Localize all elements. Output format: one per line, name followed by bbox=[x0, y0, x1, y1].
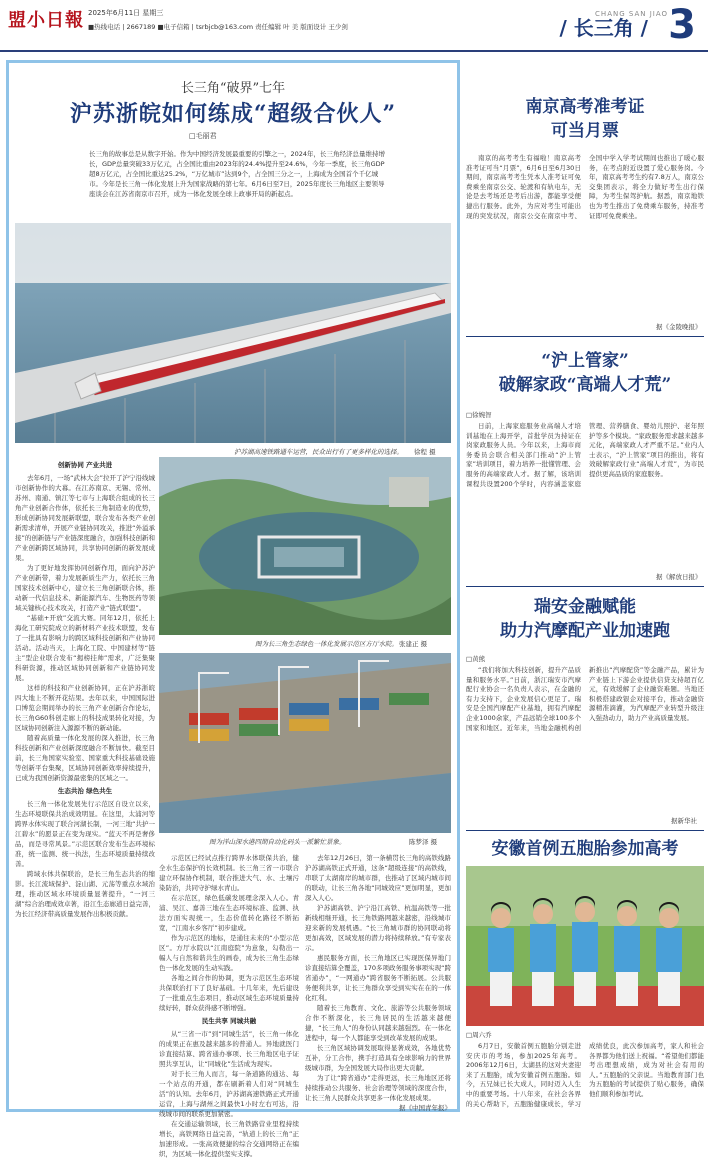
section-subhead: 民生共享 同城共融 bbox=[201, 1017, 257, 1025]
paragraph: 跨域水体共保联治，是长三角生态共治的缩影。长江流域保护、淀山湖、元荡等重点水域治理，推动区域水环境质量显著提升，“一河三湖”综合治理成效卓著，沿江生态廊道日益完善，为长江经济带高质量发展作出积极贡献。 bbox=[15, 870, 155, 918]
train-photo-credit: 徐程 摄 bbox=[414, 448, 436, 456]
water-courtyard-credit: 张建正 摄 bbox=[399, 640, 428, 648]
contact-info: ■热线电话 | 2667189 ■电子信箱 | tsrbjcb@163.com 责任编辑 叶 美 版面设计 王少剑 bbox=[88, 23, 348, 31]
article-2-author: □徐婉智 bbox=[466, 411, 492, 419]
paragraph: 去年12月26日，第一条横贯长三角的高铁线路沪苏湖高铁正式开通，这条“超级连接”的高铁线，串联了太湖南岸的城市群，也推动了区域内城市间的联动，让长三角各地“同城效应”更加明显，更加深入人心。 bbox=[305, 854, 451, 902]
article-3-title-line-1: 瑞安金融赋能 bbox=[534, 597, 636, 617]
paragraph: 沪苏湖高铁、沪宁沿江高铁、杭温高铁等一批新线相继开通，长三角铁路网越来越密，沿线城市迎来新的发展机遇。“长三角城市群的协同联动将更加高效，区域发展的潜力将持续释放。”有专家表示。 bbox=[305, 904, 451, 952]
paragraph: 在交通运输领域，长三角铁路营业里程持续增长，高铁网络日益完善，“轨道上的长三角”正加速形成。一张高效便捷的综合交通网络正在编织，为区域一体化提供坚实支撑。 bbox=[159, 1120, 299, 1158]
masthead: 盟小日報 bbox=[8, 10, 84, 31]
article-column-1 bbox=[15, 457, 155, 1107]
divider bbox=[466, 586, 704, 587]
section-english: CHANG SAN JIAO bbox=[595, 10, 668, 18]
article-2-title-line-1: “沪上管家” bbox=[541, 351, 629, 371]
article-1-source: 据《金陵晚报》 bbox=[656, 323, 702, 331]
article-4-body: 6月7日，安徽首例五胞胎分别走进安庆市的考场，参加2025年高考。2006年12月6日，太湖县的这对夫妻迎来了五胞胎，成为安徽首例五胞胎。如今，五兄妹已长大成人，同时迈入人生中的重要考场。十八年来，在社会各界的关心帮助下，五胞胎健康成长，学习成绩优良，此次参加高考，家人和社会各界都为他们送上祝福。“希望他们都能考出理想成绩，成为对社会有用的人。”五胞胎的父亲说。当地教育部门也为五胞胎的考试提供了贴心服务，确保他们顺利参加考试。 bbox=[466, 1042, 704, 1108]
paragraph: “基础+开放”交流大赛。同年12月，依托上海化工研究院成立的新材料产业技术联盟，发布了一批具有影响力的跨区域科技创新和产业协同活动。活动当天，上海化工院、中国建材等“链主”型企业联合发布“揭榜挂帅”需求，广泛集聚科研资源，推动区域协同创新和产业链协同发展。 bbox=[15, 614, 155, 682]
paragraph: 为了让“跨省通办”走得更远，长三角地区还将持续推动公共服务、社会治理等领域的深度合作，让长三角人民群众共享更多一体化发展成果。 bbox=[305, 1074, 451, 1102]
section-name: / 长三角 / bbox=[559, 16, 648, 40]
paragraph: 去年6月，一场“武林大会”拉开了沪宁沿线城市创新协作的大幕。在江苏南京、无锡、常州、苏州、南通、镇江等七市与上海联合组成的长三角产业创新合作体，依托长三角制造业的优势，形成创新协同发展新联盟，联合发布各类产业创新需求清单，开展产业链协同攻关，推进“外溢承接”的创新链与产业链深度融合，加强科技创新和产业创新跨区域协同，共享协同创新的新发展成果。 bbox=[15, 474, 155, 562]
paragraph: 随着长三角教育、文化、旅游等公共服务领域合作不断深化，长三角居民的生活越来越便捷，“长三角人”的身份认同越来越强烈。在一体化进程中，每一个人都能享受到改革发展的成果。 bbox=[305, 1004, 451, 1042]
feature-headline: 沪苏浙皖如何练成“超级合伙人” bbox=[69, 101, 397, 127]
paragraph: 各地之间合作的协调，更为示范区生态环境共保联治打下了良好基础。十几年来，先后建设了一批重点生态项目，推动区域生态环境质量持续好转，群众获得感不断增强。 bbox=[159, 974, 299, 1012]
page-number: 3 bbox=[668, 2, 696, 48]
water-courtyard-photo bbox=[159, 457, 451, 635]
article-1-body: 南京的高考考生有福啦！南京高考准考证可当“月票”，6月6日至6月30日期间，南京高考考生凭本人准考证可免费乘坐南京公交、轮渡和有轨电车，无论是去考场还是考后出游，都能享受便捷出行服务。此外，为应对考生可能出现的突发状况，南京公交在南京中考、全国中学入学考试期间也推出了暖心服务，在考点附近设置了爱心服务岗。今年，南京高考考生约有7.8万人，南京公交集团表示，将全力做好考生出行保障，为考生保驾护航。据悉，南京地铁也为考生推出了免费乘车服务，持准考证即可免费乘坐。 bbox=[466, 154, 704, 220]
paragraph: 长三角一体化发展先行示范区自设立以来，生态环境联保共治成效明显。在这里，太浦河等跨界水体实现了联合河湖长制，一河三地“共护一江碧水”的愿景正在变为现实。“蓝天不再是奢侈品，而是寻常风景。”示范区联合发布生态环境标准，统一监测、统一执法，生态环境质量持续改善。 bbox=[15, 800, 155, 868]
feature-kicker: 长三角“破界”七年 bbox=[180, 81, 286, 96]
paragraph: 长三角区域协调发展取得显著成效，各地优势互补，分工合作，携手打造具有全球影响力的世界级城市群，为全国发展大局作出更大贡献。 bbox=[305, 1044, 451, 1072]
divider bbox=[466, 336, 704, 337]
article-3-title-line-2: 助力汽摩配产业加速跑 bbox=[500, 621, 670, 641]
paragraph: 对于长三角人而言，每一条道路的通达、每一个站点的开通，都在刷新着人们对“同城生活”的认知。去年6月，沪苏湖高速铁路正式开通运营，上海与湖州之间最快1小时左右可达，沿线城市间的联系更加紧密。 bbox=[159, 1070, 299, 1118]
paragraph: 这样的科技和产业创新协同，正在沪苏浙皖四大地上不断开花结果。去年以来，中国国际进口博览会期间举办的长三角产业创新合作论坛，长三角G60科创走廊上的科技成果转化对接，为区域协同创新注入源源不断的新动能。 bbox=[15, 684, 155, 732]
paragraph: 在示范区，绿色低碳发展理念深入人心。青浦、吴江、嘉善三地在生态环境标准、监测、执法方面实现统一，生态价值转化路径不断拓宽，“江南水乡客厅”初步建成。 bbox=[159, 894, 299, 932]
port-photo-caption: 图为洋山深水港四期自动化码头一派繁忙景象。 bbox=[209, 838, 346, 846]
article-3-source: 据新华社 bbox=[671, 817, 697, 825]
article-3-author: □黄熊 bbox=[466, 655, 486, 663]
paragraph: 为了更好地发挥协同创新作用，面向沪苏沪产业创新带，着力发展新质生产力，依托长三角国家技术创新中心，建立长三角创新联合体，推动新一代信息技术、新能源汽车、生物医药等领域关键核心技术攻关，打造产业“链式联盟”。 bbox=[15, 564, 155, 612]
quintuplets-photo bbox=[466, 866, 704, 1026]
train-photo-caption: 沪苏湖高速铁路通车运营，民众出行有了更多样化的选择。 bbox=[234, 448, 403, 456]
article-3-body: “我们将加大科技创新，提升产品质量和服务水平。”日前，浙江瑞安市汽摩配行业协会一名负责人表示，在金融的有力支持下，企业发展信心更足了。瑞安是全国汽摩配产业基地，拥有汽摩配企业1000余家，产品远销全球100多个国家和地区。近年来，当地金融机构创新推出“汽摩配贷”等金融产品，累计为产业链上下游企业提供信贷支持超百亿元，有效缓解了企业融资难题。当地还积极搭建政银企对接平台，推动金融资源精准滴灌，为汽摩配产业转型升级注入强劲动力，助力产业高质量发展。 bbox=[466, 666, 704, 732]
port-photo-credit: 陈梦泽 摄 bbox=[409, 838, 438, 846]
article-1-title-line-1: 南京高考准考证 bbox=[525, 97, 645, 117]
issue-date: 2025年6月11日 星期三 bbox=[88, 9, 164, 17]
article-column-2 bbox=[159, 853, 299, 1158]
section-subhead: 创新协同 产业共进 bbox=[57, 461, 113, 469]
article-4-title: 安徽首例五胞胎参加高考 bbox=[491, 839, 679, 859]
section-subhead: 生态共治 绿色共生 bbox=[57, 787, 113, 795]
article-column-3 bbox=[305, 853, 451, 1112]
paragraph: 作为示范区的地标，是通往未来的“小型示范区”。方厅水院以“江南庭院”为意象，勾勒出一幅人与自然和谐共生的画卷，成为长三角生态绿色一体化发展的生动实践。 bbox=[159, 934, 299, 972]
divider bbox=[466, 830, 704, 831]
article-2-source: 据《解放日报》 bbox=[656, 573, 702, 581]
water-courtyard-caption: 图为长三角生态绿色一体化发展示范区方厅水院。 bbox=[255, 640, 398, 648]
article-source: 据《中国青年报》 bbox=[399, 1104, 451, 1112]
article-2-body: 日前，上海家庭服务业高端人才培训基地在上海开学，首批学员为持证在岗家政服务人员。今年以来，上海市商务委员会联合相关部门推动“沪上管家”培训项目，着力培养一批懂管理、会服务的高端家政人才。据了解，该培训课程共设置200个学时，内容涵盖家庭管理、营养膳食、婴幼儿照护、老年照护等多个模块。“家政服务需求越来越多元化，高端家政人才严重不足。”业内人士表示，“沪上管家”项目的推出，将有效破解家政行业“高端人才荒”，为市民提供更高品质的家庭服务。 bbox=[466, 422, 704, 488]
train-photo bbox=[15, 223, 451, 443]
feature-byline: □毛丽君 bbox=[189, 132, 217, 140]
article-2-title-line-2: 破解家政“高端人才荒” bbox=[498, 375, 672, 395]
port-photo bbox=[159, 653, 451, 833]
article-4-author: □周六乔 bbox=[466, 1031, 492, 1039]
paragraph: 随着高质量一体化发展的深入推进，长三角科技创新和产业创新深度融合不断加快。截至目前，长三角国家实验室、国家重大科技基础设施等创新平台集聚，区域协同创新效率持续提升，已成为我国创新资源最密集的区域之一。 bbox=[15, 734, 155, 782]
page-header bbox=[0, 0, 708, 52]
paragraph: 示范区已经试点推行跨界水体联保共治，健全水生态保护的长效机制。长三角三省一市联合建立环保协作机制，联合推进大气、水、土壤污染防治，共同守护绿水青山。 bbox=[159, 854, 299, 892]
main-feature bbox=[6, 60, 460, 1158]
article-1-title-line-2: 可当月票 bbox=[551, 121, 619, 141]
paragraph: 惠民服务方面，长三角地区已实现医保异地门诊直接结算全覆盖，170多项政务服务事项实现“跨省通办”，“一网通办”跨省服务不断拓展。公共服务便利共享，让长三角群众享受到实实在在的一体化红利。 bbox=[305, 954, 451, 1002]
feature-lead: 长三角的故事总是从数字开始。作为中国经济发展最重要的引擎之一，2024年，长三角经济总量维持增长，GDP总量突破33万亿元，占全国比重由2023年的24.4%提升至24.6%，今年一季度，长三角GDP超8万亿元，占全国比重达25.2%，“万亿城市”达到9个，占全国三分之一，上海成为全国首个千亿城市。今年是长三角一体化发展上升为国家战略的第七年。6月6日至7日，2025年度长三角地区主要领导座谈会在江苏省南京市召开，成为一体化发展全球上政事开局的新起点。 bbox=[89, 150, 386, 198]
paragraph: 从“三省一市”到“同城生活”，长三角一体化的成果正在惠及越来越多的普通人。异地就医门诊直接结算、跨省通办事项、长三角地区电子证照共享互认，让“同城化”生活成为现实。 bbox=[159, 1030, 299, 1068]
